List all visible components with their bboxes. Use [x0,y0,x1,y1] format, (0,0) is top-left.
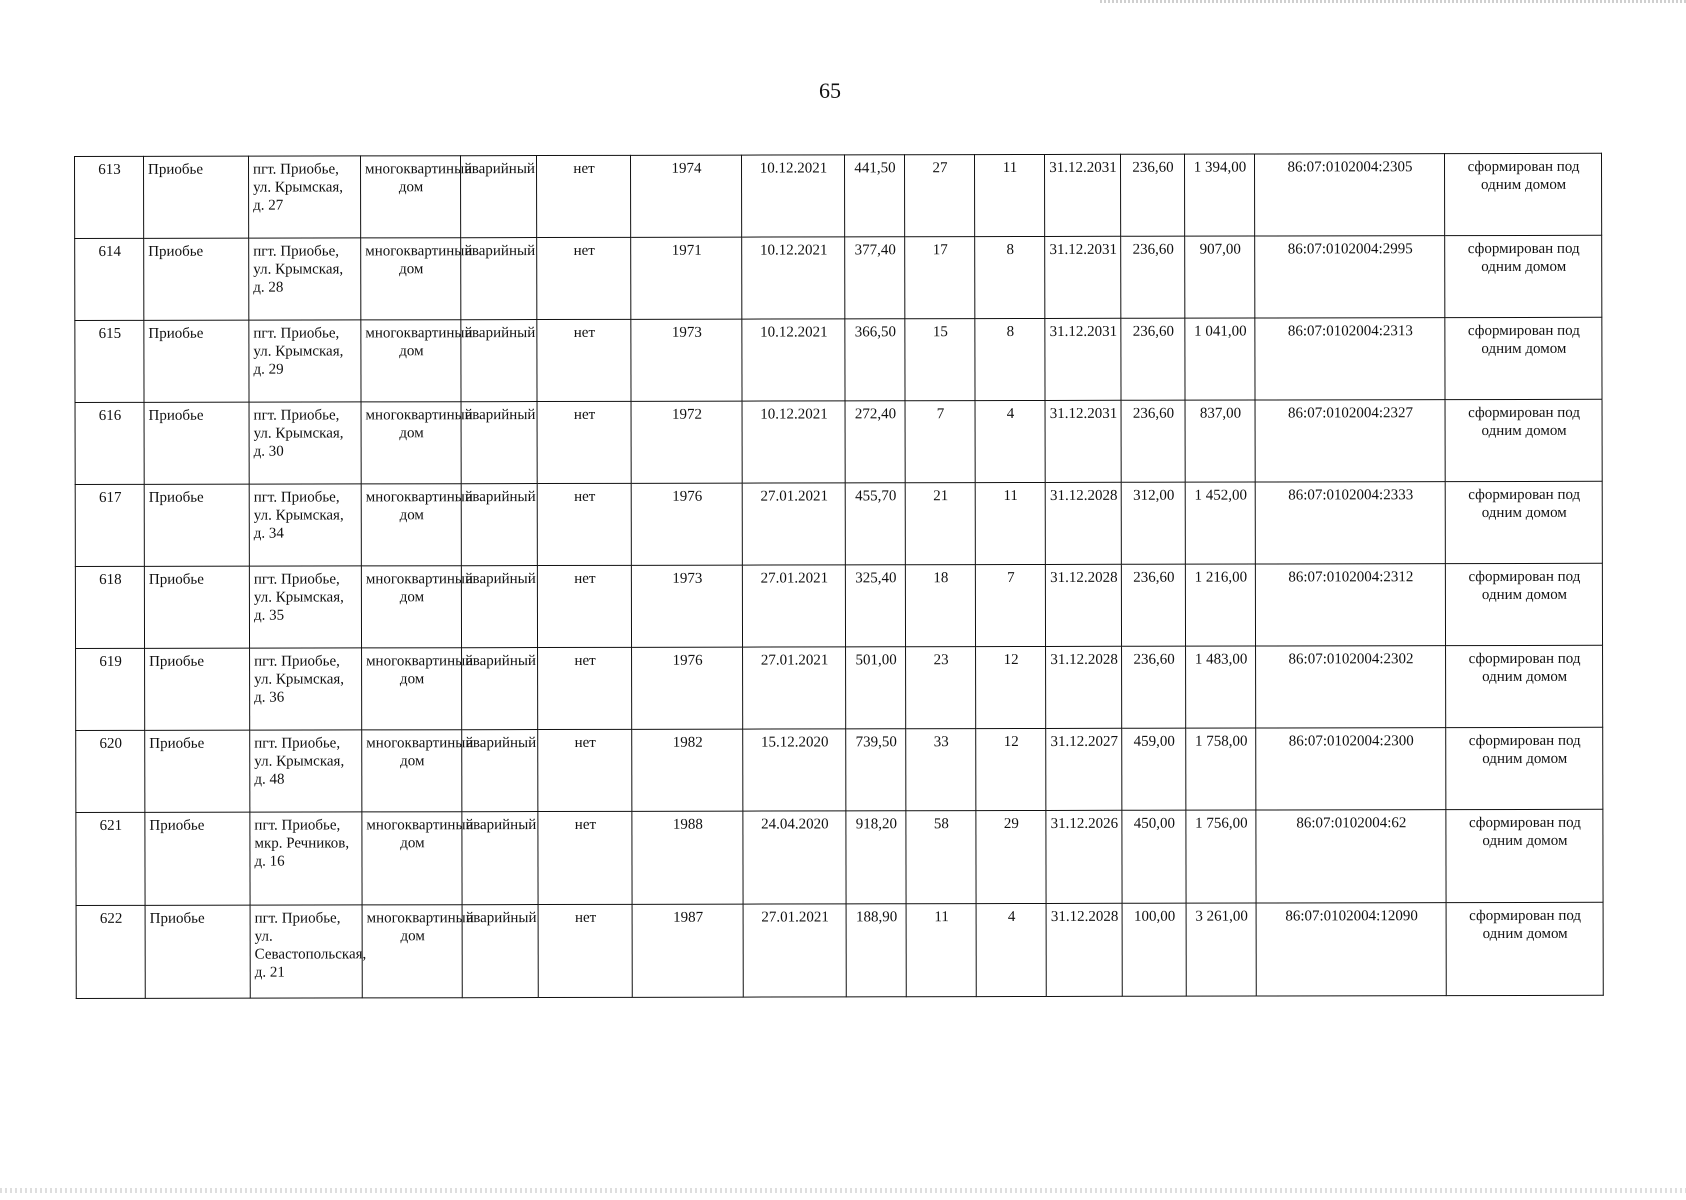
cell-land-plot: сформирован под одним домом [1446,902,1603,995]
cell-deadline: 31.12.2031 [1045,236,1121,318]
cell-land-plot: сформирован под одним домом [1446,809,1603,902]
cell-amount: 1 394,00 [1184,154,1254,236]
cell-condition: аварийный [461,402,537,484]
cell-year: 1971 [631,237,742,319]
table-row [75,481,1602,566]
cell-condition: аварийный [462,730,538,812]
cell-year: 1987 [632,904,743,997]
cell-date: 10.12.2021 [742,319,845,401]
cell-land-plot: сформирован под одним домом [1446,645,1603,727]
cell-residents: 17 [905,237,975,319]
cell-year: 1988 [632,811,743,904]
cell-cadastral-number: 86:07:0102004:2302 [1256,646,1446,728]
cell-flag: нет [537,565,631,647]
cell-building-type: многоквартиный дом [362,905,462,998]
cell-locality: Приобье [144,402,249,484]
cell-locality: Приобье [145,730,250,812]
cell-condition: аварийный [461,566,537,648]
cell-year: 1974 [630,155,741,237]
cell-building-type: многоквартиный дом [361,156,461,238]
cell-date: 10.12.2021 [742,237,845,319]
cell-residents: 18 [905,565,975,647]
cell-cost: 236,60 [1122,646,1186,728]
table-row [76,902,1603,998]
cell-cadastral-number: 86:07:0102004:2995 [1255,236,1445,318]
cell-address: пгт. Приобье, ул. Крымская, д. 35 [249,566,361,648]
cell-condition: аварийный [461,156,537,238]
cell-number: 614 [75,238,144,320]
cell-cost: 236,60 [1120,154,1184,236]
cell-area: 377,40 [845,237,905,319]
table-row [75,399,1602,484]
table-row [75,153,1602,238]
cell-premises: 11 [975,482,1045,564]
cell-cost: 312,00 [1121,482,1185,564]
cell-address: пгт. Приобье, ул. Крымская, д. 27 [249,156,361,238]
cell-locality: Приобье [144,566,249,648]
cell-premises: 29 [976,810,1046,903]
cell-premises: 12 [976,646,1046,728]
cell-address: пгт. Приобье, ул. Крымская, д. 34 [249,484,361,566]
cell-building-type: многоквартиный дом [361,566,461,648]
cell-condition: аварийный [462,812,538,905]
cell-date: 27.01.2021 [743,904,846,997]
cell-condition: аварийный [462,648,538,730]
cell-premises: 11 [974,154,1044,236]
cell-address: пгт. Приобье, ул. Крымская, д. 28 [249,238,361,320]
cell-cadastral-number: 86:07:0102004:12090 [1256,903,1446,996]
cell-premises: 4 [976,903,1046,996]
cell-address: пгт. Приобье, ул. Крымская, д. 29 [249,320,361,402]
cell-address: пгт. Приобье, ул. Крымская, д. 36 [250,648,362,730]
cell-cost: 236,60 [1121,318,1185,400]
cell-condition: аварийный [461,238,537,320]
cell-date: 24.04.2020 [743,811,846,904]
cell-flag: нет [538,904,632,997]
cell-cadastral-number: 86:07:0102004:2305 [1254,154,1444,236]
cell-number: 613 [75,156,144,238]
table-row [76,809,1603,905]
cell-date: 27.01.2021 [742,565,845,647]
cell-deadline: 31.12.2027 [1046,728,1122,810]
cell-condition: аварийный [461,320,537,402]
cell-area: 739,50 [846,729,906,811]
cell-deadline: 31.12.2028 [1046,646,1122,728]
cell-amount: 1 452,00 [1185,482,1255,564]
cell-area: 455,70 [845,483,905,565]
cell-number: 618 [75,566,144,648]
cell-cadastral-number: 86:07:0102004:2333 [1255,482,1445,564]
cell-year: 1973 [631,565,742,647]
cell-cost: 100,00 [1122,903,1186,996]
cell-premises: 4 [975,400,1045,482]
cell-flag: нет [538,729,632,811]
cell-area: 501,00 [846,647,906,729]
cell-address: пгт. Приобье, мкр. Речников, д. 16 [250,812,362,905]
cell-premises: 8 [975,236,1045,318]
cell-locality: Приобье [145,905,250,998]
cell-cost: 236,60 [1121,564,1185,646]
cell-building-type: многоквартиный дом [361,402,461,484]
cell-address: пгт. Приобье, ул. Крымская, д. 30 [249,402,361,484]
cell-cost: 450,00 [1122,810,1186,903]
cell-building-type: многоквартиный дом [361,320,461,402]
cell-area: 918,20 [846,811,906,904]
cell-residents: 23 [906,647,976,729]
cell-residents: 58 [906,811,976,904]
cell-area: 441,50 [844,155,904,237]
cell-cadastral-number: 86:07:0102004:2313 [1255,318,1445,400]
cell-deadline: 31.12.2028 [1045,482,1121,564]
cell-land-plot: сформирован под одним домом [1444,153,1601,235]
cell-locality: Приобье [144,238,249,320]
cell-number: 621 [76,812,145,905]
cell-number: 615 [75,320,144,402]
cell-area: 272,40 [845,401,905,483]
table-row [76,645,1603,730]
cell-deadline: 31.12.2031 [1045,400,1121,482]
cell-premises: 7 [975,564,1045,646]
cell-building-type: многоквартиный дом [362,648,462,730]
cell-building-type: многоквартиный дом [361,238,461,320]
cell-number: 620 [76,730,145,812]
cell-land-plot: сформирован под одним домом [1445,235,1602,317]
cell-address: пгт. Приобье, ул. Крымская, д. 48 [250,730,362,812]
cell-amount: 1 756,00 [1186,810,1256,903]
cell-cost: 236,60 [1121,400,1185,482]
cell-date: 10.12.2021 [741,155,844,237]
cell-flag: нет [537,483,631,565]
table-row [75,317,1602,402]
cell-residents: 21 [905,483,975,565]
cell-flag: нет [538,811,632,904]
cell-date: 27.01.2021 [743,647,846,729]
cell-building-type: многоквартиный дом [362,730,462,812]
cell-deadline: 31.12.2028 [1046,903,1122,996]
cell-flag: нет [537,319,631,401]
cell-amount: 1 758,00 [1186,728,1256,810]
scan-noise-top [1100,0,1686,3]
cell-amount: 907,00 [1185,236,1255,318]
cell-deadline: 31.12.2026 [1046,810,1122,903]
cell-building-type: многоквартиный дом [361,484,461,566]
cell-area: 325,40 [845,565,905,647]
cell-flag: нет [538,647,632,729]
housing-register-table [74,153,1604,999]
cell-residents: 15 [905,319,975,401]
cell-year: 1976 [631,483,742,565]
cell-condition: аварийный [461,484,537,566]
cell-cadastral-number: 86:07:0102004:2300 [1256,728,1446,810]
cell-land-plot: сформирован под одним домом [1446,727,1603,809]
cell-residents: 11 [906,904,976,997]
cell-number: 622 [76,905,145,998]
cell-year: 1982 [632,729,743,811]
cell-date: 27.01.2021 [742,483,845,565]
cell-flag: нет [537,155,631,237]
cell-cadastral-number: 86:07:0102004:62 [1256,810,1446,903]
table-body [75,153,1604,998]
cell-locality: Приобье [145,812,250,905]
cell-amount: 1 041,00 [1185,318,1255,400]
cell-condition: аварийный [462,905,538,998]
cell-flag: нет [537,237,631,319]
cell-amount: 1 216,00 [1185,564,1255,646]
cell-premises: 8 [975,318,1045,400]
cell-area: 188,90 [846,904,906,997]
cell-year: 1973 [631,319,742,401]
table-row [76,727,1603,812]
cell-amount: 1 483,00 [1186,646,1256,728]
cell-year: 1976 [632,647,743,729]
cell-number: 617 [75,484,144,566]
cell-number: 619 [76,648,145,730]
cell-date: 10.12.2021 [742,401,845,483]
page-number: 65 [819,78,841,103]
cell-area: 366,50 [845,319,905,401]
cell-deadline: 31.12.2028 [1045,564,1121,646]
cell-address: пгт. Приобье, ул. Севастопольская, д. 21 [250,905,362,998]
cell-land-plot: сформирован под одним домом [1445,317,1602,399]
scan-noise-bottom [0,1188,1686,1193]
cell-land-plot: сформирован под одним домом [1445,563,1602,645]
table-row [75,563,1602,648]
cell-building-type: многоквартиный дом [362,812,462,905]
cell-date: 15.12.2020 [743,729,846,811]
cell-year: 1972 [631,401,742,483]
cell-deadline: 31.12.2031 [1044,154,1120,236]
cell-locality: Приобье [145,648,250,730]
cell-flag: нет [537,401,631,483]
cell-residents: 27 [904,155,974,237]
cell-deadline: 31.12.2031 [1045,318,1121,400]
cell-locality: Приобье [144,156,249,238]
cell-cadastral-number: 86:07:0102004:2327 [1255,400,1445,482]
cell-number: 616 [75,402,144,484]
cell-land-plot: сформирован под одним домом [1445,481,1602,563]
cell-cost: 236,60 [1121,236,1185,318]
table-row [75,235,1602,320]
cell-cost: 459,00 [1122,728,1186,810]
cell-cadastral-number: 86:07:0102004:2312 [1255,564,1445,646]
cell-amount: 837,00 [1185,400,1255,482]
cell-land-plot: сформирован под одним домом [1445,399,1602,481]
cell-locality: Приобье [144,320,249,402]
cell-residents: 7 [905,401,975,483]
cell-residents: 33 [906,729,976,811]
cell-amount: 3 261,00 [1186,903,1256,996]
cell-premises: 12 [976,728,1046,810]
cell-locality: Приобье [144,484,249,566]
